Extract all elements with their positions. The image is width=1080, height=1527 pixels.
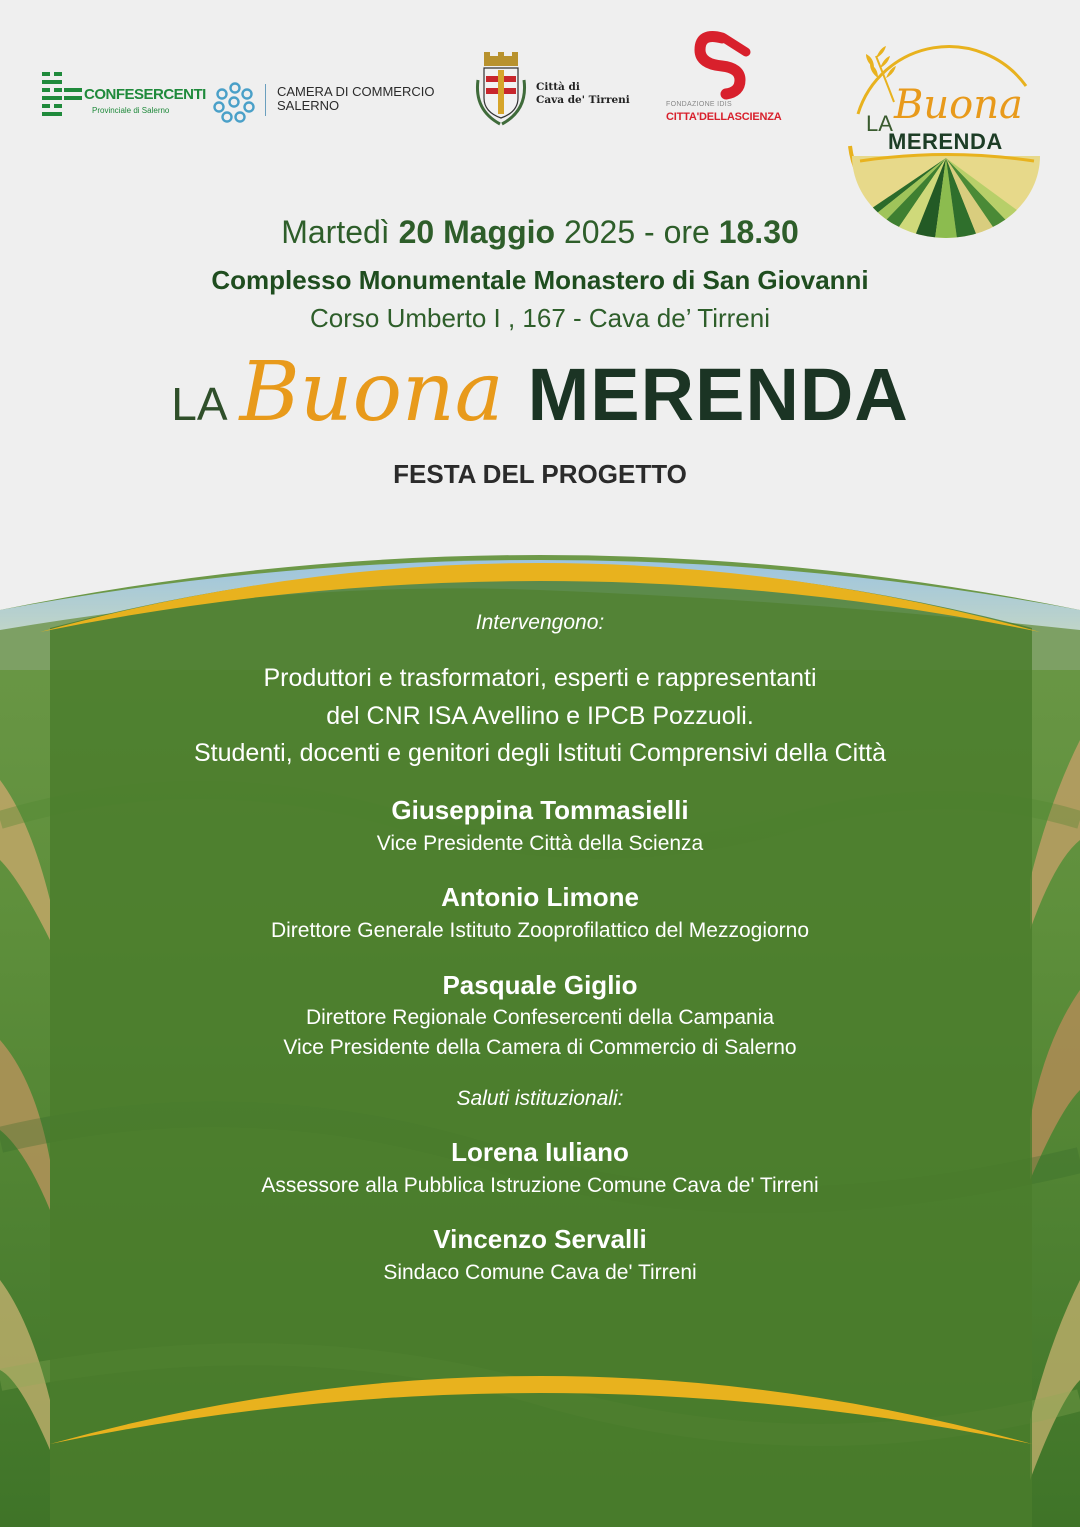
event-time: 18.30 — [718, 214, 799, 250]
title-buona: Buona — [239, 345, 504, 440]
greetings-label: Saluti istituzionali: — [456, 1087, 624, 1110]
intro-line: del CNR ISA Avellino e IPCB Pozzuoli. — [326, 702, 754, 730]
camera-commercio-logo — [213, 80, 453, 124]
cds-fondazione: FONDAZIONE IDIS — [666, 101, 732, 108]
speaker-name: Pasquale Giglio — [442, 970, 638, 1000]
event-date — [0, 214, 1080, 251]
confesercenti-logo — [40, 70, 206, 126]
citta-cava-logo — [472, 50, 642, 130]
intro-label: Intervengono: — [475, 611, 605, 634]
camera-line1: CAMERA DI COMMERCIO — [277, 84, 435, 99]
greeter-name: Vincenzo Servalli — [433, 1224, 647, 1254]
speaker-role: Direttore Generale Istituto Zooprofilattico del Mezzogiorno — [270, 919, 810, 942]
cava-line2: Cava de' Tirreni — [536, 94, 630, 106]
event-address: Corso Umberto I , 167 - Cava de’ Tirreni — [310, 303, 770, 333]
event-venue: Complesso Monumentale Monastero di San Giovanni — [211, 265, 869, 295]
coat-of-arms-icon — [472, 50, 532, 130]
camera-name — [277, 85, 434, 113]
cds-mark-icon — [664, 30, 764, 100]
badge-la: LA — [866, 111, 893, 136]
greeter-role: Sindaco Comune Cava de' Tirreni — [383, 1261, 697, 1284]
speaker-role: Vice Presidente della Camera di Commercio di Salerno — [283, 1036, 797, 1059]
speaker-name: Antonio Limone — [441, 882, 639, 912]
speaker-role: Vice Presidente Città della Scienza — [376, 832, 704, 855]
title-merenda: MERENDA — [527, 353, 909, 436]
logo-row — [0, 0, 1080, 250]
intro-line: Produttori e trasformatori, esperti e rappresentanti — [263, 664, 817, 692]
camera-line2: SALERNO — [277, 98, 340, 113]
citta-della-scienza-logo — [664, 30, 794, 130]
title-la: LA — [171, 378, 228, 430]
camera-divider — [265, 84, 266, 116]
main-title — [0, 345, 1080, 465]
intro-line: Studenti, docenti e genitori degli Istituti Comprensivi della Città — [193, 739, 887, 767]
date-prefix: Martedì — [281, 214, 399, 250]
camera-mark-icon — [213, 80, 257, 124]
confesercenti-name: CONFESERCENTI — [84, 86, 206, 103]
subtitle: FESTA DEL PROGETTO — [393, 459, 687, 489]
badge-merenda: MERENDA — [888, 129, 1003, 154]
cds-name: CITTA'DELLASCIENZA — [666, 111, 782, 123]
date-mid: 2025 - ore — [555, 214, 719, 250]
speaker-role: Direttore Regionale Confesercenti della Campania — [305, 1006, 775, 1029]
greeter-role: Assessore alla Pubblica Istruzione Comune Cava de' Tirreni — [261, 1174, 819, 1197]
cava-line1: Città di — [536, 81, 580, 93]
confesercenti-sub: Provinciale di Salerno — [92, 106, 170, 115]
badge-buona: Buona — [894, 82, 1023, 128]
confesercenti-mark-icon — [40, 70, 84, 126]
date-day: 20 Maggio — [398, 214, 556, 250]
speaker-name: Giuseppina Tommasielli — [391, 795, 689, 825]
cava-name — [536, 81, 630, 107]
greeter-name: Lorena Iuliano — [451, 1137, 629, 1167]
